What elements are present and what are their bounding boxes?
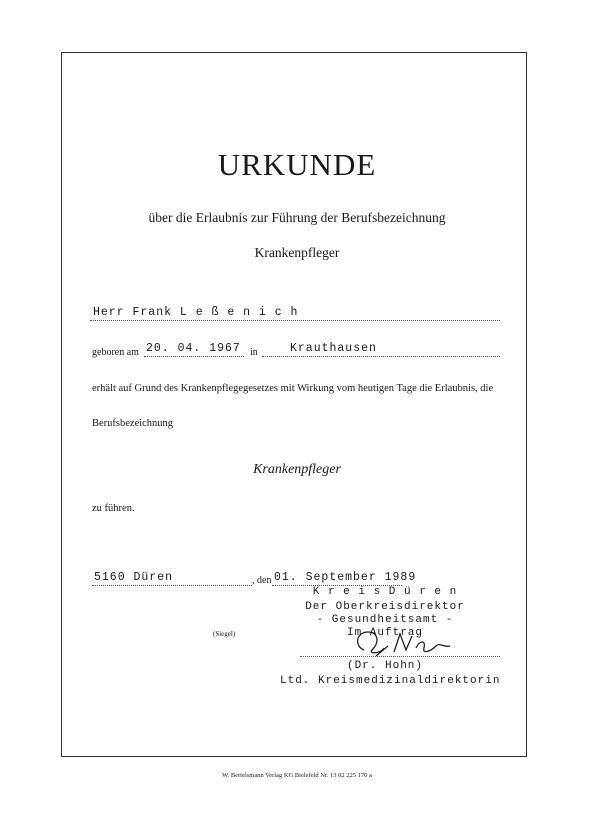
birth-date: 20. 04. 1967 [146, 342, 241, 355]
signer-name: (Dr. Hohn) [346, 660, 423, 672]
date-label: , den [252, 575, 272, 586]
document-subtitle: über die Erlaubnis zur Führung der Berufsbezeichnung [148, 210, 446, 225]
issue-place: 5160 Düren [94, 571, 174, 584]
signature-dotted-line [300, 656, 500, 657]
in-label: in [250, 347, 258, 358]
authority-line3: - Gesundheitsamt - [316, 614, 454, 626]
birth-date-dotted-line [144, 356, 244, 357]
authority-line1: K r e i s D ü r e n [312, 586, 458, 598]
body-text-line1: erhält auf Grund des Krankenpflegegesetzes mit Wirkung vom heutigen Tage die Erlaubnis, die [92, 383, 494, 394]
profession-heading: Krankenpfleger [254, 245, 340, 260]
birth-place: Krauthausen [290, 342, 377, 355]
place-dotted-line [92, 585, 252, 586]
holder-name: Herr Frank L e ß e n i c h [93, 306, 299, 319]
signer-title: Ltd. Kreismedizinaldirektorin [280, 675, 501, 687]
born-label: geboren am [92, 347, 139, 358]
authority-line2: Der Oberkreisdirektor [305, 601, 465, 613]
closing-text: zu führen. [92, 503, 135, 514]
birth-place-dotted-line [262, 356, 500, 357]
issue-date: 01. September 1989 [274, 571, 417, 584]
body-text-line2: Berufsbezeichnung [92, 418, 174, 429]
name-dotted-line [90, 320, 500, 321]
authority-line4: Im Auftrag [346, 627, 423, 639]
profession-italic: Krankenpfleger [253, 462, 341, 477]
signature-image [350, 626, 460, 660]
seal-label: (Siegel) [213, 630, 236, 638]
publisher-footer: W. Bertelsmann Verlag KG Bielefeld Nr. 13 02 225 170 a [222, 772, 372, 779]
document-title: URKUNDE [217, 147, 377, 182]
